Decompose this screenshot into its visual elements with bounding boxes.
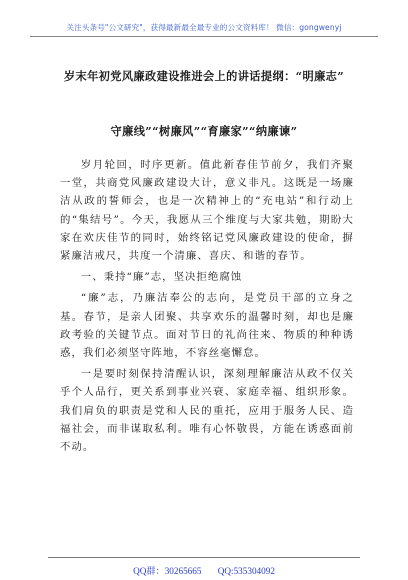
- header-divider: [30, 36, 378, 37]
- footer-qq-group: QQ群：30265665: [133, 566, 202, 576]
- body-paragraph: 一是要时刻保持清醒认识，深刻理解廉洁从政不仅关乎个人品行，更关系到事业兴衰、家庭幸福、组织形象。我们肩负的职责是党和人民的重托，应用于服务人民、造福社会，而非谋取私利。唯有心怀敬畏，方能在诱惑面前不动。: [60, 368, 354, 454]
- page-footer: [0, 557, 408, 577]
- document-title-line-2: 守廉线”“树廉风”“育廉家”“纳廉谏”: [110, 124, 298, 138]
- section-heading: 一、秉持“廉”志，坚决拒绝腐蚀: [80, 271, 243, 284]
- footer-divider: [48, 557, 360, 558]
- footer-qq-number: QQ:535304092: [217, 566, 275, 576]
- document-title-line-1: 岁末年初党风廉政建设推进会上的讲话提纲：“明廉志”: [63, 69, 345, 83]
- footer-contact: [0, 563, 408, 577]
- header-banner: 关注头条号"公文研究"，获得最新最全最专业的公文资料库！ 微信：gongwenyj: [66, 23, 342, 32]
- body-paragraph: “廉”志，乃廉洁奉公的志向，是党员干部的立身之基。春节，是亲人团聚、共享欢乐的温馨时刻，却也是廉政考验的关键节点。面对节日的礼尚往来、物质的种种诱惑，我们必须坚守阵地，不容丝毫懈怠。: [60, 292, 354, 360]
- body-paragraph: 岁月轮回，时序更新。值此新春佳节前夕，我们齐聚一堂，共商党风廉政建设大计，意义非凡。这既是一场廉洁从政的誓师会，也是一次精神上的“充电站”和行动上的“集结号”。今天，我愿从三个维度与大家共勉，期盼大家在欢庆佳节的同时，始终铭记党风廉政建设的使命，摒紧廉洁戒尺，共度一个清廉、喜庆、和谐的春节。: [60, 159, 354, 263]
- page-header: [0, 0, 408, 42]
- document-body: [60, 156, 354, 459]
